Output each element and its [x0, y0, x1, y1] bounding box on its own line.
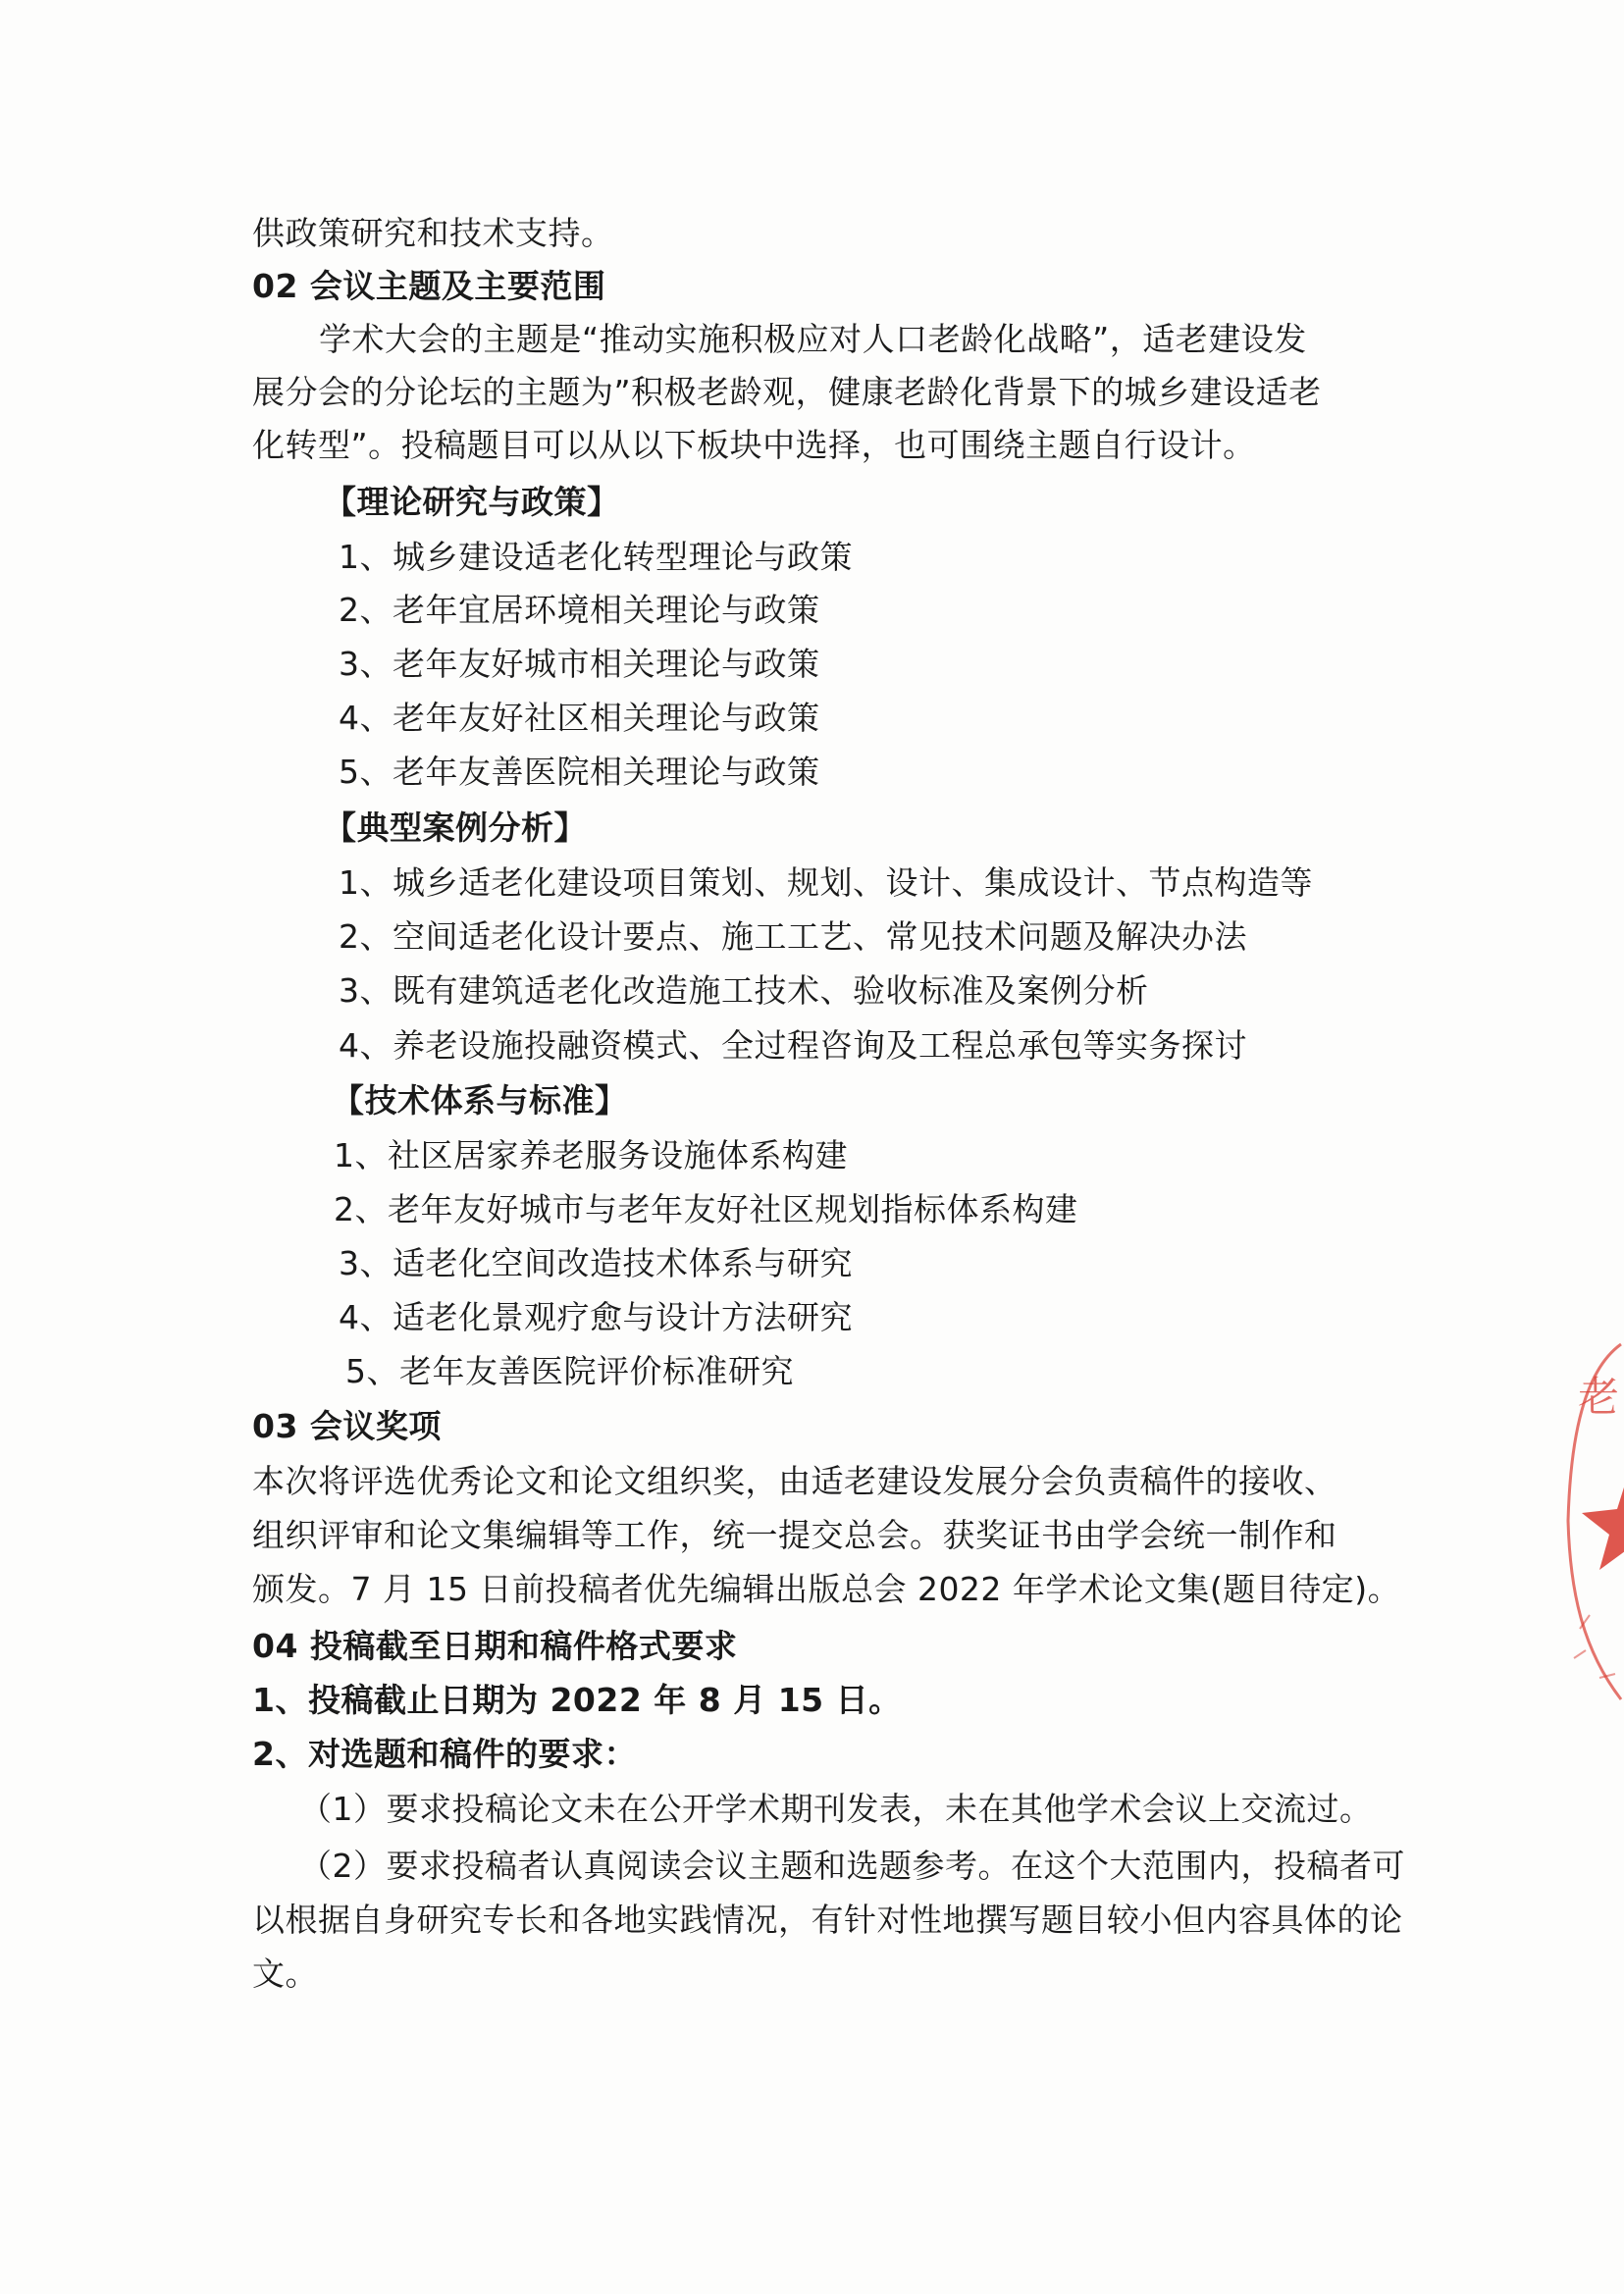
requirements-heading: 2、对选题和稿件的要求：: [252, 1735, 637, 1773]
section-heading-04: 04 投稿截至日期和稿件格式要求: [252, 1627, 738, 1665]
section-heading-03: 03 会议奖项: [252, 1407, 442, 1445]
list-item: 3、老年友好城市相关理论与政策: [339, 645, 820, 683]
list-item: 2、老年友好城市与老年友好社区规划指标体系构建: [334, 1190, 1078, 1228]
paragraph-line: 化转型”。投稿题目可以从以下板块中选择，也可围绕主题自行设计。: [252, 426, 1256, 464]
list-item: 5、老年友善医院相关理论与政策: [339, 753, 820, 791]
paragraph-line: 文。: [252, 1955, 318, 1993]
list-item: 2、空间适老化设计要点、施工工艺、常见技术问题及解决办法: [339, 917, 1247, 956]
section-heading-02: 02 会议主题及主要范围: [252, 267, 606, 305]
list-item: 1、城乡建设适老化转型理论与政策: [339, 538, 853, 576]
subsection-heading-cases: 【典型案例分析】: [324, 808, 587, 847]
list-item: 4、适老化景观疗愈与设计方法研究: [339, 1298, 853, 1336]
requirement-item: （1）要求投稿论文未在公开学术期刊发表，未在其他学术会议上交流过。: [299, 1790, 1373, 1828]
subsection-heading-standards: 【技术体系与标准】: [332, 1081, 628, 1120]
requirement-item: （2）要求投稿者认真阅读会议主题和选题参考。在这个大范围内，投稿者可: [299, 1847, 1405, 1885]
paragraph-line: 组织评审和论文集编辑等工作，统一提交总会。获奖证书由学会统一制作和: [252, 1516, 1337, 1554]
paragraph-line: 供政策研究和技术支持。: [252, 214, 614, 252]
list-item: 4、老年友好社区相关理论与政策: [339, 699, 820, 737]
subsection-heading-theory: 【理论研究与政策】: [324, 483, 620, 521]
red-seal-stamp: [1560, 1334, 1624, 1707]
list-item: 4、养老设施投融资模式、全过程咨询及工程总承包等实务探讨: [339, 1026, 1247, 1065]
list-item: 3、适老化空间改造技术体系与研究: [339, 1244, 853, 1282]
paragraph-line: 以根据自身研究专长和各地实践情况，有针对性地撰写题目较小但内容具体的论: [252, 1901, 1403, 1939]
deadline-line: 1、投稿截止日期为 2022 年 8 月 15 日。: [252, 1681, 902, 1719]
paragraph-line: 本次将评选优秀论文和论文组织奖，由适老建设发展分会负责稿件的接收、: [252, 1462, 1337, 1500]
paragraph-line: 学术大会的主题是“推动实施积极应对人口老龄化战略”，适老建设发: [319, 320, 1307, 358]
list-item: 3、既有建筑适老化改造施工技术、验收标准及案例分析: [339, 971, 1149, 1010]
seal-icon: [1560, 1334, 1624, 1707]
list-item: 5、老年友善医院评价标准研究: [345, 1352, 794, 1390]
paragraph-line: 展分会的分论坛的主题为”积极老龄观，健康老龄化背景下的城乡建设适老: [252, 373, 1322, 411]
list-item: 2、老年宜居环境相关理论与政策: [339, 591, 820, 629]
seal-text: 老: [1578, 1373, 1620, 1421]
list-item: 1、社区居家养老服务设施体系构建: [334, 1136, 848, 1174]
paragraph-line: 颁发。7 月 15 日前投稿者优先编辑出版总会 2022 年学术论文集(题目待定)。: [252, 1570, 1401, 1608]
list-item: 1、城乡适老化建设项目策划、规划、设计、集成设计、节点构造等: [339, 863, 1313, 902]
